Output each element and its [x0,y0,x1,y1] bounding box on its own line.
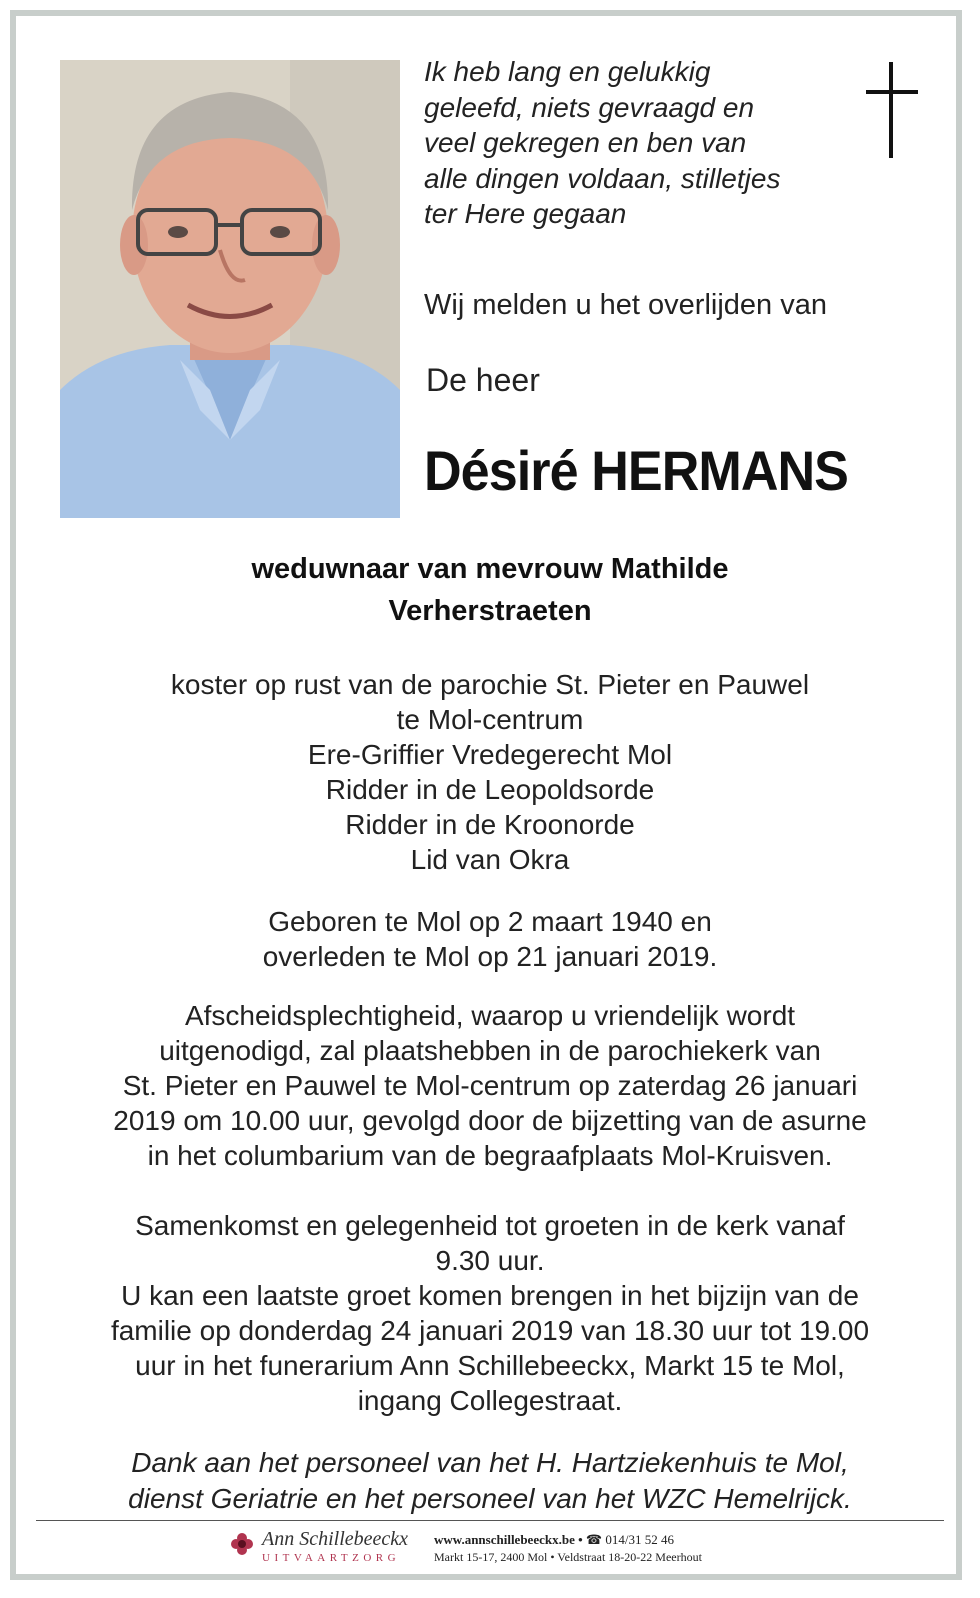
role-line: koster op rust van de parochie St. Pieter en Pauwel [170,669,810,700]
ceremony-line: St. Pieter en Pauwel te Mol-centrum op zaterdag 26 januari [122,1070,858,1101]
website-link[interactable]: www.annschillebeeckx.be [434,1532,575,1547]
portrait-photo [60,60,400,518]
ceremony-line: uitgenodigd, zal plaatshebben in de parochiekerk van [159,1035,821,1066]
roles-list [40,667,940,877]
poem-line: geleefd, niets gevraagd en [424,91,755,123]
gathering-line: 9.30 uur. [435,1245,545,1276]
poem-line: alle dingen voldaan, stilletjes [424,162,781,194]
gathering-line: ingang Collegestraat. [357,1385,623,1416]
brand-name: Ann Schillebeeckx [262,1528,409,1550]
announcement-text: Wij melden u het overlijden van [424,289,827,321]
thanks-line: dienst Geriatrie en het personeel van het WZC Hemelrijck. [128,1483,852,1514]
role-line: Ridder in de Leopoldsorde [325,774,655,805]
gathering-line: Samenkomst en gelegenheid tot groeten in de kerk vanaf [135,1210,845,1241]
funeral-home-footer [230,1528,790,1568]
widower-line: Verherstraeten [388,595,592,627]
death-line: overleden te Mol op 21 januari 2019. [262,941,718,972]
ceremony-line: 2019 om 10.00 uur, gevolgd door de bijzetting van de asurne [113,1105,867,1136]
ceremony-line: in het columbarium van de begraafplaats Mol-Kruisven. [147,1140,833,1171]
deceased-name: Désiré HERMANS [424,439,848,502]
brand-subtitle: UITVAARTZORG [262,1552,401,1564]
flower-icon [230,1532,254,1556]
role-line: Ere-Griffier Vredegerecht Mol [307,739,673,770]
phone-icon: ☎ [585,1532,603,1547]
phone-number: 014/31 52 46 [605,1532,674,1547]
ceremony-text [40,998,940,1173]
gathering-text [40,1208,940,1418]
widower-of [40,548,940,632]
gathering-line: uur in het funerarium Ann Schillebeeckx, Markt 15 te Mol, [135,1350,845,1381]
ceremony-line: Afscheidsplechtigheid, waarop u vriendelijk wordt [184,1000,796,1031]
widower-line: weduwnaar van mevrouw Mathilde [251,553,729,585]
role-line: Lid van Okra [410,844,570,875]
thanks-line: Dank aan het personeel van het H. Hartziekenhuis te Mol, [131,1447,849,1478]
contact-line [434,1532,674,1548]
gathering-line: U kan een laatste groet komen brengen in het bijzijn van de [121,1280,859,1311]
thanks-text [40,1445,940,1517]
poem-line: Ik heb lang en gelukkig [424,56,711,87]
honorific: De heer [426,362,540,398]
footer-divider [36,1520,944,1521]
role-line: Ridder in de Kroonorde [345,809,635,840]
address-line: Markt 15-17, 2400 Mol • Veldstraat 18-20-22 Meerhout [434,1550,702,1564]
poem [424,54,844,232]
role-line: te Mol-centrum [396,704,584,735]
life-dates [40,904,940,974]
poem-line: veel gekregen en ben van [424,127,747,158]
gathering-line: familie op donderdag 24 januari 2019 van 18.30 uur tot 19.00 [110,1315,870,1346]
birth-line: Geboren te Mol op 2 maart 1940 en [268,906,712,937]
poem-line: ter Here gegaan [424,198,627,229]
separator-dot: • [578,1532,586,1547]
cross-icon [862,62,922,158]
